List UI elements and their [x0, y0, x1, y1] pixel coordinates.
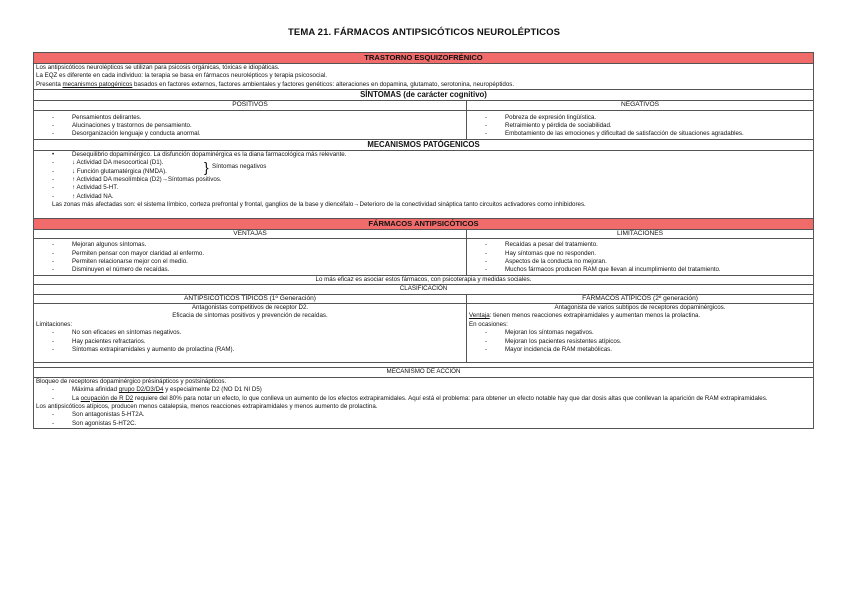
curly-brace-icon: }	[204, 159, 209, 176]
trastorno-text	[34, 64, 814, 90]
list-item: - Recaídas a pesar del tratamiento.	[469, 241, 811, 249]
section-sintomas-heading: SÍNTOMAS (de carácter cognitivo)	[34, 90, 814, 101]
list-item: - Desorganización lenguaje y conducta anormal.	[36, 130, 464, 138]
positivos-list-cell	[34, 110, 467, 139]
list-item: - Síntomas extrapiramidales y aumento de prolactina (RAM).	[36, 346, 464, 354]
negativos-header: NEGATIVOS	[467, 101, 814, 110]
accion-line-2: Los antipsicóticos atípicos, producen menos catalepsia, menos reacciones extrapiramidales y menos aumento de prolactina.	[36, 403, 378, 410]
list-item: - ↑ Actividad NA.	[36, 193, 811, 201]
list-item: - Mejoran los pacientes resistentes atípicos.	[469, 338, 811, 346]
ventajas-header: VENTAJAS	[34, 229, 467, 238]
list-item: - Son antagonistas 5-HT2A.	[36, 411, 811, 419]
list-item: - Máxima afinidad grupo D2/D3/D4 y especialmente D2 (NO D1 NI D5)	[36, 386, 811, 394]
list-item: - Permiten pensar con mayor claridad al enfermo.	[36, 250, 464, 258]
list-item: - Aspectos de la conducta no mejoran.	[469, 258, 811, 266]
section-trastorno-heading: TRASTORNO ESQUIZOFRÉNICO	[34, 53, 814, 64]
section-accion-heading: MECANISMO DE ACCIÓN	[34, 368, 814, 377]
accion-cell	[34, 377, 814, 428]
tipicos-line-1: Antagonistas competitivos de receptor D2.	[191, 303, 309, 311]
zonas-text: Las zonas más afectadas son: el sistema límbico, corteza prefrontal y frontal, ganglios de la base y diencéfalo→Deterioro de la conectividad sináptica tanto circuitos activadores como inhibidores.	[52, 201, 586, 209]
section-mecanismos-heading: MECANISMOS PATÓGENICOS	[34, 139, 814, 150]
list-item: - Son agonistas 5-HT2C.	[36, 420, 811, 428]
list-item: - Disminuyen el número de recaídas.	[36, 266, 464, 274]
notes-table	[33, 52, 814, 429]
atipicos-cell	[467, 303, 814, 362]
section-farmacos-heading: FÁRMACOS ANTIPSICÓTICOS	[34, 218, 814, 229]
trastorno-line-3: Presenta mecanismos patogénicos basados en factores externos, factores ambientales y factores genéticos: alteraciones en dopamina, glutamato, serotonina, neuropéptidos.	[36, 80, 515, 88]
negative-symptoms-group	[36, 159, 811, 176]
tipicos-limitaciones-label: Limitaciones:	[36, 320, 73, 328]
atipicos-header: FÁRMACOS ATÍPICOS (2º generación)	[467, 294, 814, 303]
trastorno-line-2: La EQZ es diferente en cada individuo: la terapia se basa en fármacos neurolépticos y terapia psicosocial.	[36, 72, 327, 80]
tipicos-header: ANTIPSICÓTICOS TÍPICOS (1º Generación)	[34, 294, 467, 303]
list-item: - ↓ Actividad DA mesocortical (D1).	[36, 159, 811, 167]
limitaciones-list-cell	[467, 239, 814, 276]
list-item: - ↑ Actividad DA mesolímbica (D2)→Síntomas positivos.	[36, 176, 811, 184]
page-title: TEMA 21. FÁRMACOS ANTIPSICÓTICOS NEUROLÉPTICOS	[287, 27, 561, 38]
positivos-header: POSITIVOS	[34, 101, 467, 110]
eficaz-note: Lo más eficaz es asociar estos fármacos, con psicoterapia y medidas sociales.	[34, 275, 814, 284]
ventajas-list-cell	[34, 239, 467, 276]
list-item: - Mejoran algunos síntomas.	[36, 241, 464, 249]
tipicos-cell	[34, 303, 467, 362]
mecanismos-cell	[34, 150, 814, 218]
list-item: - No son eficaces en síntomas negativos.	[36, 329, 464, 337]
list-item: - ↓ Función glutamatérgica (NMDA).	[36, 168, 811, 176]
list-item: - ↑ Actividad 5-HT.	[36, 184, 811, 192]
atipicos-line-1: Antagonista de varios subtipos de receptores dopaminérgicos.	[554, 303, 726, 311]
limitaciones-header: LIMITACIONES	[467, 229, 814, 238]
list-item: - Pensamientos delirantes.	[36, 114, 464, 122]
atipicos-ocasiones-label: En ocasiones:	[469, 320, 508, 328]
list-item: - Alucinaciones y trastornos de pensamiento.	[36, 122, 464, 130]
trastorno-line-1: Los antipsicóticos neurolépticos se utilizan para psicosis orgánicas, tóxicas e idiopáticas.	[36, 64, 280, 71]
brace-label: Síntomas negativos	[212, 163, 267, 171]
list-item: - Embotamiento de las emociones y dificultad de satisfacción de situaciones agradables.	[469, 130, 811, 138]
list-item: - La ocupación de R D2 requiere del 80% para notar un efecto, lo que conlleva un aumento de los efectos extrapiramidales. Aquí está el problema: para obtener un efecto notable hay que dar dosis altas que conllevan la aparición de RAM extrapiramidales.	[36, 395, 811, 403]
list-item: - Hay pacientes refractarios.	[36, 338, 464, 346]
mecanismos-bullet: • Desequilibrio dopaminérgico. La disfunción dopaminérgica es la diana farmacológica más relevante.	[36, 151, 811, 159]
list-item: - Hay síntomas que no responden.	[469, 250, 811, 258]
list-item: - Muchos fármacos producen RAM que llevan al incumplimiento del tratamiento.	[469, 266, 811, 274]
list-item: - Permiten relacionarse mejor con el medio.	[36, 258, 464, 266]
accion-line-1: Bloqueo de receptores dopaminérgico présinápticos y postsinápticos.	[36, 377, 227, 385]
list-item: - Mejoran los síntomas negativos.	[469, 329, 811, 337]
list-item: - Pobreza de expresión lingüística.	[469, 114, 811, 122]
mecanismos-link-text: mecanismos patogénicos	[62, 80, 133, 88]
list-item: - Retraimiento y pérdida de sociabilidad.	[469, 122, 811, 130]
negativos-list-cell	[467, 110, 814, 139]
tipicos-line-2: Eficacia de síntomas positivos y prevención de recaídas.	[172, 312, 328, 320]
clasificacion-heading: CLASIFICACIÓN	[34, 285, 814, 294]
list-item: - Mayor incidencia de RAM metabólicas.	[469, 346, 811, 354]
atipicos-ventaja: Ventaja: tienen menos reacciones extrapiramidales y aumentan menos la prolactina.	[469, 312, 701, 320]
